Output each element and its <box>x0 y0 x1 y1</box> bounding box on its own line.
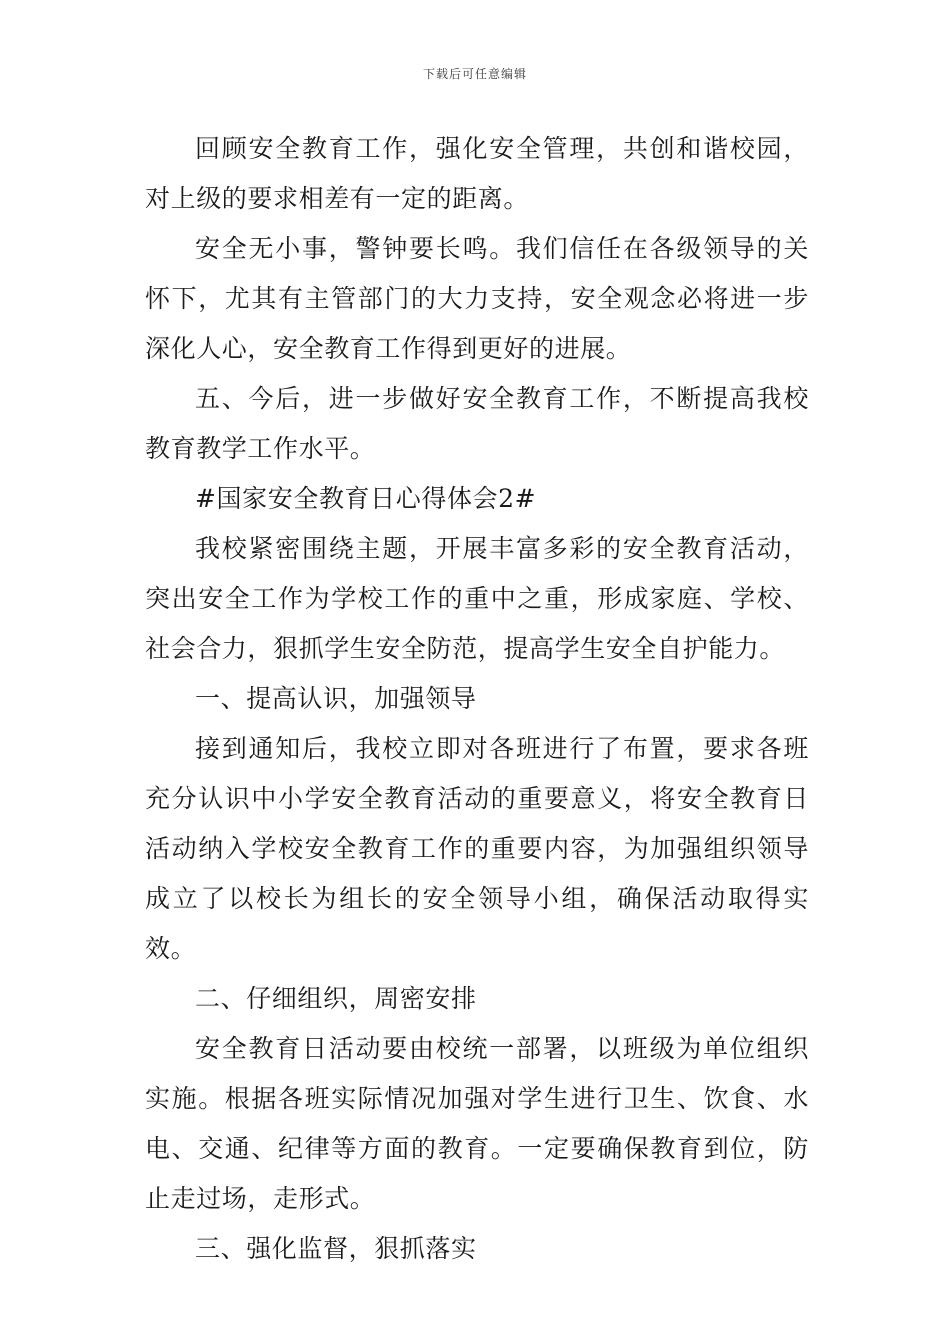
paragraph-4: 我校紧密围绕主题，开展丰富多彩的安全教育活动，突出安全工作为学校工作的重中之重，形成家庭、学校、社会合力，狠抓学生安全防范，提高学生安全自护能力。 <box>145 534 809 663</box>
paragraph-1: 回顾安全教育工作，强化安全管理，共创和谐校园，对上级的要求相差有一定的距离。 <box>145 134 809 213</box>
paragraph-5: 接到通知后，我校立即对各班进行了布置，要求各班充分认识中小学安全教育活动的重要意义，将安全教育日活动纳入学校安全教育工作的重要内容，为加强组织领导成立了以校长为组长的安全领导小组，确保活动取得实效。 <box>145 734 809 963</box>
paragraph-2: 安全无小事，警钟要长鸣。我们信任在各级领导的关怀下，尤其有主管部门的大力支持，安全观念必将进一步深化人心，安全教育工作得到更好的进展。 <box>145 234 809 363</box>
heading-2: 二、仔细组织，周密安排 <box>195 984 477 1013</box>
paragraph-6: 安全教育日活动要由校统一部署，以班级为单位组织实施。根据各班实际情况加强对学生进行卫生、饮食、水电、交通、纪律等方面的教育。一定要确保教育到位，防止走过场，走形式。 <box>145 1034 809 1213</box>
paragraph-3: 五、今后，进一步做好安全教育工作，不断提高我校教育教学工作水平。 <box>145 384 809 463</box>
page-header: 下载后可任意编辑 <box>422 67 527 81</box>
heading-1: 一、提高认识，加强领导 <box>195 684 477 713</box>
section-title: #国家安全教育日心得体会2# <box>195 484 537 513</box>
heading-3: 三、强化监督，狠抓落实 <box>195 1234 477 1263</box>
document-body <box>145 124 809 1274</box>
